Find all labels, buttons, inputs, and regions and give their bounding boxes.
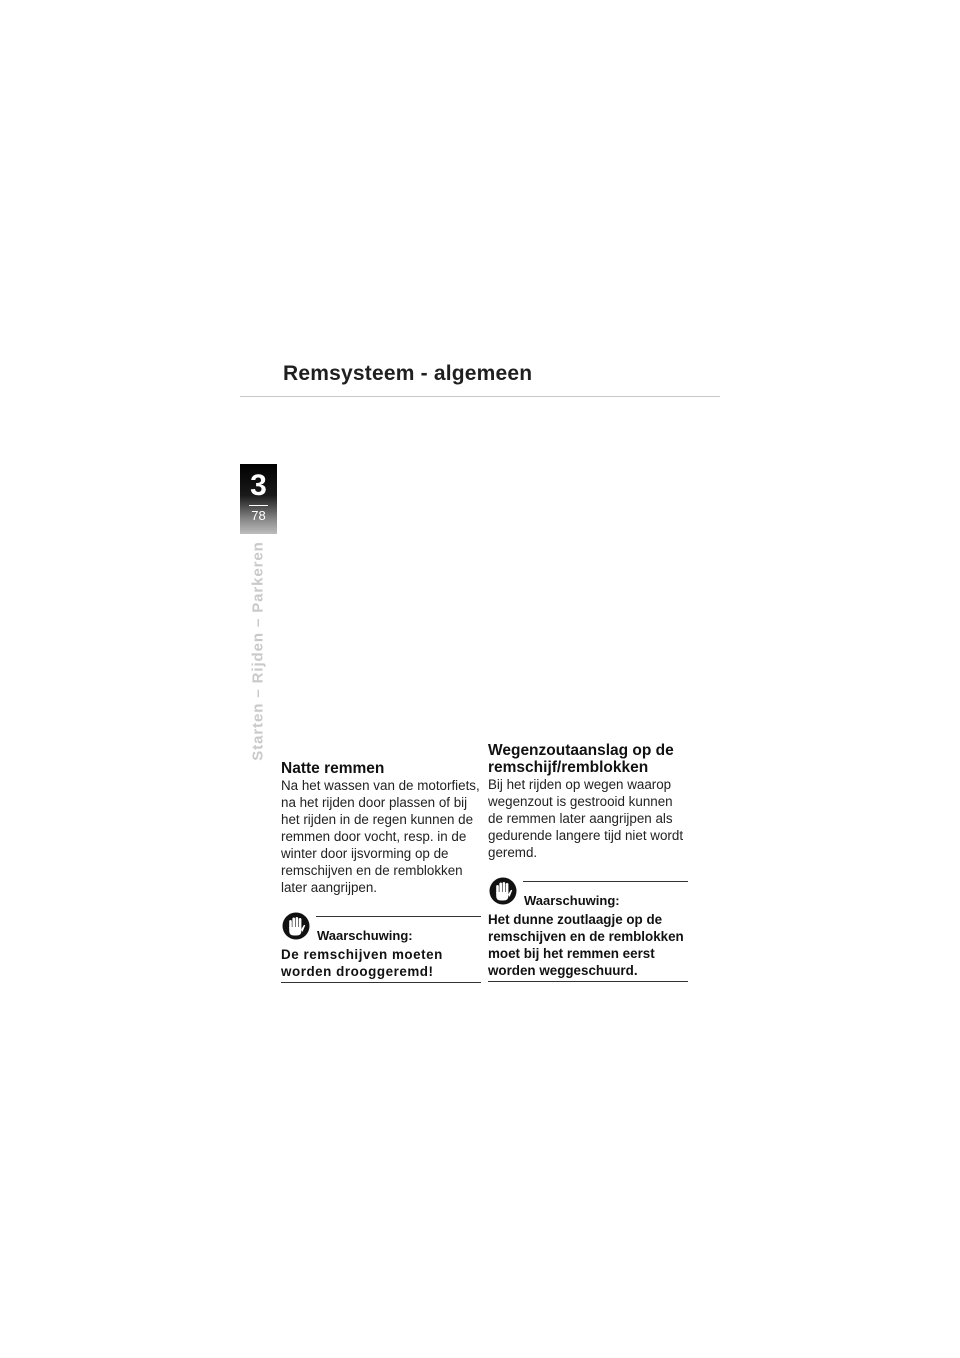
section-heading: Wegenzoutaanslag op de remschijf/remblokken — [488, 742, 674, 776]
title-divider — [240, 396, 720, 397]
warning-rule — [316, 916, 481, 917]
hand-stop-icon — [489, 877, 517, 905]
warning-box — [281, 912, 481, 983]
section-wet-brakes — [281, 760, 481, 983]
chapter-number: 3 — [250, 469, 267, 502]
section-body: Bij het rijden op wegen waarop wegenzout is gestrooid kunnen de remmen later aangrijpen als gedurende langere tijd niet wordt geremd. — [488, 777, 684, 860]
section-road-salt — [488, 742, 688, 982]
warning-label: Waarschuwing: — [317, 928, 413, 943]
warning-label: Waarschuwing: — [524, 893, 620, 908]
warning-rule — [523, 881, 688, 882]
warning-box — [488, 877, 688, 982]
section-body: Na het wassen van de motorfiets, na het rijden door plassen of bij het rijden in de regen kunnen de remmen door vocht, resp. in de winter door ijsvorming op de remschijven en de remblokken later aangrijpen. — [281, 778, 480, 895]
chapter-tab — [240, 464, 277, 534]
chapter-side-label: Starten – Rijden – Parkeren — [249, 541, 267, 761]
warning-text: De remschijven moeten worden drooggeremd! — [281, 946, 481, 983]
page-number: 78 — [251, 508, 266, 523]
warning-text: Het dunne zoutlaagje op de remschijven en de remblokken moet bij het remmen eerst worden weggeschuurd. — [488, 911, 688, 982]
page-title: Remsysteem - algemeen — [283, 362, 533, 385]
hand-stop-icon — [282, 912, 310, 940]
section-heading: Natte remmen — [281, 760, 385, 777]
chapter-divider — [249, 505, 268, 506]
